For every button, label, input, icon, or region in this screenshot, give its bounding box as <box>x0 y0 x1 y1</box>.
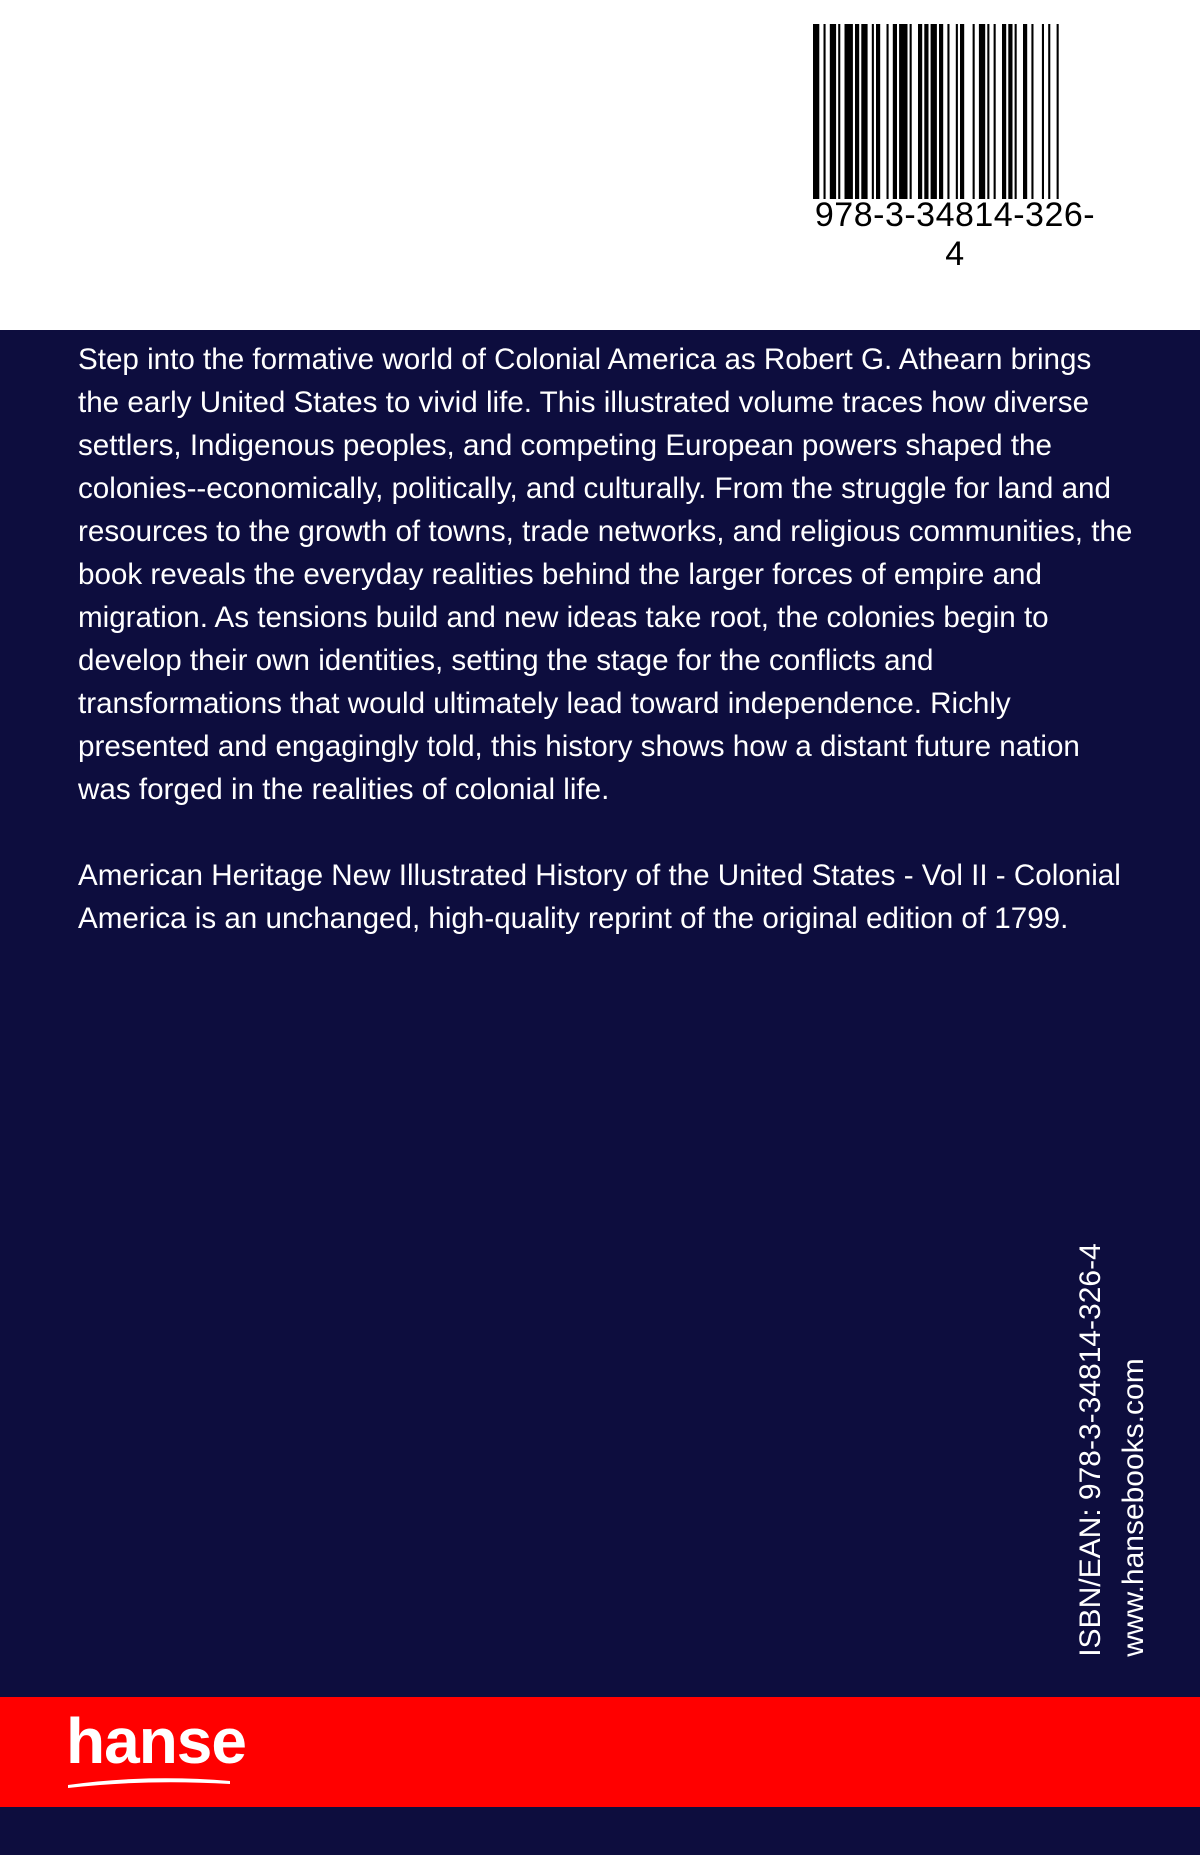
description-paragraph: American Heritage New Illustrated History of the United States - Vol II - Colonial America is an unchanged, high-quality reprint of the original edition of 1799. <box>78 859 1121 935</box>
barcode-bar <box>1015 24 1017 199</box>
barcode-bar <box>893 24 897 199</box>
barcode-bar <box>824 24 826 199</box>
barcode-bar <box>1057 24 1059 199</box>
barcode-bar <box>910 24 912 199</box>
barcode-bar <box>813 24 819 199</box>
barcode-bar <box>973 24 975 199</box>
publisher-logo: hanse <box>66 1705 246 1777</box>
description-paragraph: Step into the formative world of Colonial America as Robert G. Athearn brings the early United States to vivid life. This illustrated volume traces how diverse settlers, Indigenous peoples, and competing European powers shaped the colonies--economically, politically, and culturally. From the struggle for land and resources to the growth of towns, trade networks, and religious communities, the book reveals the everyday realities behind the larger forces of empire and migration. As tensions build and new ideas take root, the colonies begin to develop their own identities, setting the stage for the conflicts and transformations that would ultimately lead toward independence. Richly presented and engagingly told, this history shows how a distant future nation was forged in the realities of colonial life. <box>78 343 1133 806</box>
book-description <box>78 338 1138 940</box>
barcode-number: 978-3-34814-326-4 <box>814 196 1096 273</box>
barcode-bar <box>872 24 874 199</box>
barcode-bar <box>1008 24 1012 199</box>
barcode-bar <box>1023 24 1027 199</box>
barcode-bar <box>876 24 880 199</box>
barcode-bar <box>960 24 964 199</box>
barcode-bar <box>987 24 989 199</box>
barcode-area <box>0 0 1200 330</box>
isbn-line: ISBN/EAN: 978-3-34814-326-4 <box>1074 1243 1107 1657</box>
barcode-bar <box>1048 24 1050 199</box>
barcode-bar <box>845 24 853 199</box>
barcode-bar <box>830 24 836 199</box>
barcode-bar <box>947 24 949 199</box>
website-url: www.hansebooks.com <box>1117 1358 1150 1657</box>
barcode <box>810 24 1100 273</box>
barcode-bar <box>855 24 859 199</box>
barcode-bar <box>1031 24 1033 199</box>
barcode-bar <box>887 24 889 199</box>
barcode-bar <box>994 24 996 199</box>
barcode-bar <box>1042 24 1044 199</box>
barcode-bar <box>939 24 943 199</box>
barcode-bar <box>899 24 907 199</box>
logo-swoosh-icon <box>66 1776 232 1788</box>
barcode-bar <box>1002 24 1006 199</box>
barcode-bar <box>931 24 937 199</box>
barcode-bar <box>918 24 922 199</box>
barcode-bar <box>924 24 928 199</box>
barcode-bars <box>813 24 1098 199</box>
barcode-bar <box>956 24 958 199</box>
barcode-bar <box>838 24 840 199</box>
barcode-bar <box>979 24 985 199</box>
barcode-bar <box>861 24 867 199</box>
